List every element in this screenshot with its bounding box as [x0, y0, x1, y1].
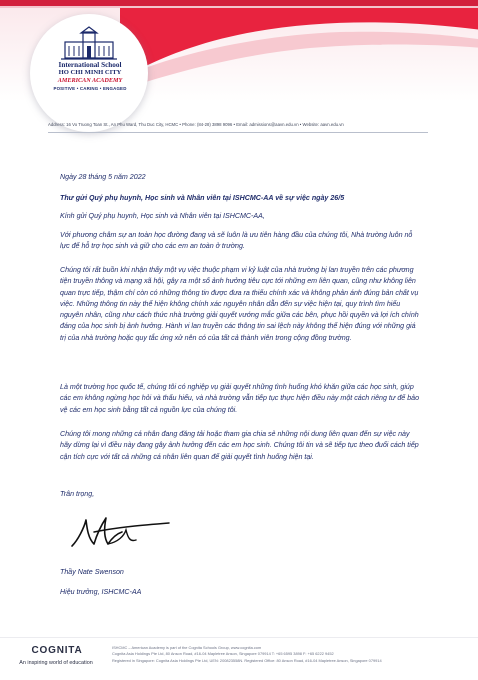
letter-paragraph: Với phương châm sự an toàn học đường đang và sẽ luôn là ưu tiên hàng đầu của chúng tôi, Nhà trường luôn nỗ lực để hỗ trợ học sinh và giữ cho các em an toàn ở trường. — [60, 231, 413, 251]
logo-text-city: HO CHI MINH CITY — [58, 69, 122, 76]
footer-line: Cognita Asia Holdings Pte Ltd, 80 Anson Road, #16-04 Mapletree Anson, Singapore 079914 T: +65 6595 3898 F: +65 6222 9452 — [112, 651, 334, 657]
header-divider — [48, 132, 428, 133]
letter-subject: Thư gửi Quý phụ huynh, Học sinh và Nhân viên tại ISHCMC-AA về sự việc ngày 26/5 — [60, 194, 345, 202]
handwritten-signature — [64, 510, 174, 555]
school-building-icon — [59, 26, 119, 60]
footer-line: Registered in Singapore: Cognita Asia Holdings Pte Ltd, UEN: 200823558N. Registered Office: 80 Anson Road, #16-04 Mapletree Anson, Singapore 079914 — [112, 657, 382, 663]
signer-title: Hiệu trưởng, ISHCMC-AA — [60, 588, 142, 596]
logo-text-international-school: International School — [58, 61, 122, 69]
letter-paragraph: Chúng tôi mong những cá nhân đang đăng tải hoặc tham gia chia sẻ những nội dung liên quan đến sự việc này hãy dừng lại vì điều này đang gây ảnh hưởng đến các em học sinh. Chúng tôi tin và sẽ tiếp tục theo đuổi cách tiếp cận tích cực với tất cả những cá nhân liên quan để giải quyết tình huống hiện tại. — [60, 430, 419, 461]
footer-divider — [0, 637, 478, 638]
letter-date: Ngày 28 tháng 5 năm 2022 — [60, 173, 146, 181]
footer-line: ISHCMC – American Academy is part of the Cognita Schools Group, www.cognita.com — [112, 645, 262, 650]
signer-name: Thầy Nate Swenson — [60, 568, 124, 576]
footer-legal-text — [112, 645, 472, 664]
logo-tagline: POSITIVE • CARING • ENGAGED — [53, 86, 127, 91]
cognita-tagline: An inspiring world of education — [19, 660, 93, 666]
letter-greeting: Kính gửi Quý phụ huynh, Học sinh và Nhân viên tại ISHCMC-AA, — [60, 212, 265, 220]
logo-text-american-academy: AMERICAN ACADEMY — [57, 77, 123, 84]
letter-paragraph: Là một trường học quốc tế, chúng tôi có nghiệp vụ giải quyết những tình huống khó khăn giữa các học sinh, giúp các em không ngừng học hỏi và thấu hiểu, và nhà trường vẫn tiếp tục thực hiện điều này một cách riêng tư để bảo vệ các em học sinh bằng tất cả nguồn lực của chúng tôi. — [60, 383, 420, 414]
school-address-line: Address: 16 Vo Truong Toan St., An Phu Ward, Thu Duc City, HCMC • Phone: (84-28) 3898 9096 • Email: admissions@aavn.edu.vn • Website: aavn.edu.vn — [48, 122, 344, 127]
cognita-logo: COGNITA — [31, 645, 83, 656]
letter-closing: Trân trọng, — [60, 490, 95, 498]
header-swoosh-graphic — [120, 8, 478, 128]
letter-paragraph: Chúng tôi rất buồn khi nhận thấy một vụ việc thuộc phạm vi kỷ luật của nhà trường bị lan truyền trên các phương tiện truyền thông và mạng xã hội, gây ra một số ảnh hưởng tiêu cực tới những em liên quan, cũng như không liên quan trực tiếp, thậm chí còn có những thông tin được đưa ra thiếu chính xác và không phản ánh đúng bản chất vụ việc. Những thông tin này thể hiện không chính xác nguyên nhân dẫn đến sự việc hiện tại, quy trình tìm hiểu nguyên nhân, cũng như cách thức nhà trường giải quyết vướng mắc giữa các bên, phục hồi quyền và lợi ích chính đáng của học sinh bị ảnh hưởng. Hành vi lan truyền các thông tin sai lệch này không thể hiện đúng với những giá trị của nhà trường hoặc quy tắc ứng xử nên có của tất cả thành viên trong cộng đồng trường. — [60, 266, 419, 342]
